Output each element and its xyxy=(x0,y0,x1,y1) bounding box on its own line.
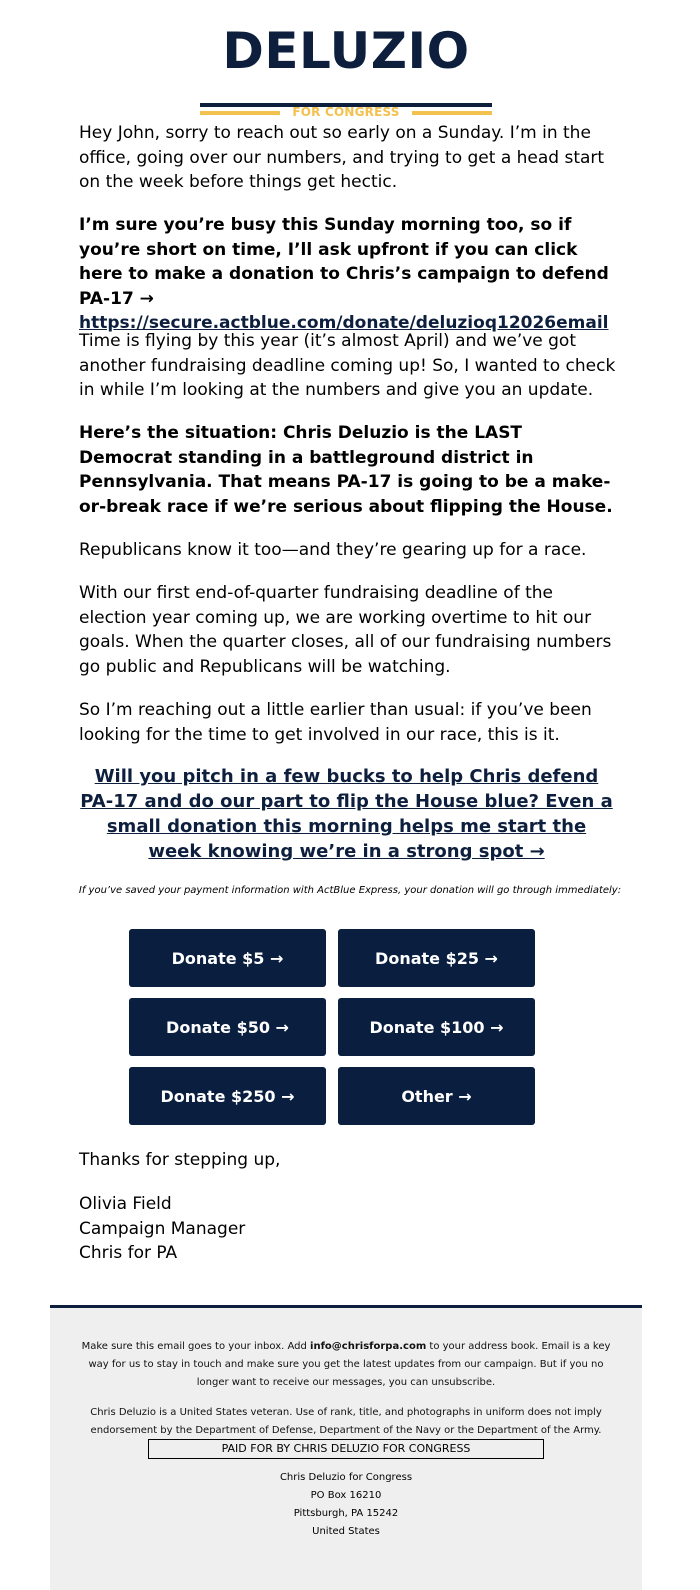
address-line: PO Box 16210 xyxy=(310,1490,382,1501)
donate-250-button[interactable]: Donate $250 → xyxy=(129,1067,326,1125)
inbox-notice-prefix: Make sure this email goes to your inbox. Add xyxy=(81,1341,311,1352)
signature-name: Olivia Field xyxy=(79,1194,172,1214)
actblue-express-note: If you’ve saved your payment information with ActBlue Express, your donation will go through immediately: xyxy=(78,885,622,896)
republicans-paragraph xyxy=(79,538,619,563)
intro-text: Hey John, sorry to reach out so early on a Sunday. I’m in the office, going over our numbers, and trying to get a head start on the week before things get hectic. xyxy=(79,123,605,192)
donation-link[interactable]: https://secure.actblue.com/donate/deluzioq12026email xyxy=(79,313,609,333)
situation-paragraph xyxy=(79,421,619,519)
logo-subtitle: FOR CONGRESS xyxy=(292,105,400,119)
intro-paragraph xyxy=(79,121,619,195)
campaign-logo xyxy=(198,22,494,119)
cta-link[interactable]: Will you pitch in a few bucks to help Chris defend PA-17 and do our part to flip the House blue? Even a small donation this morning helps me start the week knowing we’re in a strong spot → xyxy=(80,766,613,862)
address-line: Pittsburgh, PA 15242 xyxy=(293,1508,399,1519)
inbox-notice-suffix: to your address book. Email is a key way for us to stay in touch and make sure you get the latest updates from our campaign. But if you no longer want to receive our messages, you can unsubscribe. xyxy=(88,1341,611,1388)
address-line: Chris Deluzio for Congress xyxy=(279,1472,413,1483)
deadline-paragraph xyxy=(79,581,619,679)
ask-paragraph xyxy=(79,213,619,336)
ask-text: I’m sure you’re busy this Sunday morning too, so if you’re short on time, I’ll ask upfront if you can click here to make a donation to Chris’s campaign to defend PA-17 → xyxy=(79,215,609,309)
reach-out-text: So I’m reaching out a little earlier than usual: if you’ve been looking for the time to get involved in our race, this is it. xyxy=(79,700,592,745)
veteran-disclaimer: Chris Deluzio is a United States veteran. Use of rank, title, and photographs in uniform does not imply endorsement by the Department of Defense, Department of the Navy or the Department of the Army. xyxy=(90,1407,602,1436)
logo-gold-rule-right xyxy=(412,111,492,115)
signature-title: Campaign Manager xyxy=(79,1218,246,1239)
paid-for-disclaimer: PAID FOR BY CHRIS DELUZIO FOR CONGRESS xyxy=(148,1439,544,1459)
donate-100-button[interactable]: Donate $100 → xyxy=(338,998,535,1056)
donate-50-button[interactable]: Donate $50 → xyxy=(129,998,326,1056)
mailing-address xyxy=(50,1469,642,1541)
republicans-text: Republicans know it too—and they’re gearing up for a race. xyxy=(79,540,587,560)
closing-thanks: Thanks for stepping up, xyxy=(79,1150,281,1170)
reach-out-paragraph xyxy=(79,698,619,747)
donate-25-button[interactable]: Donate $25 → xyxy=(338,929,535,987)
address-line: United States xyxy=(312,1526,380,1537)
email-footer xyxy=(50,1305,642,1590)
signature-block xyxy=(79,1192,245,1266)
logo-wordmark: DELUZIO xyxy=(222,22,470,80)
signature-org: Chris for PA xyxy=(79,1243,178,1263)
inbox-notice xyxy=(74,1338,618,1392)
donate-5-button[interactable]: Donate $5 → xyxy=(129,929,326,987)
update-text: Time is flying by this year (it’s almost April) and we’ve got another fundraising deadline coming up! So, I wanted to check in while I’m looking at the numbers and give you an update. xyxy=(79,331,616,400)
donate-other-button[interactable]: Other → xyxy=(338,1067,535,1125)
logo-gold-rule-left xyxy=(200,111,280,115)
update-paragraph xyxy=(79,329,619,403)
deadline-text: With our first end-of-quarter fundraising deadline of the election year coming up, we are working overtime to hit our goals. When the quarter closes, all of our fundraising numbers go public and Republicans will be watching. xyxy=(79,583,612,677)
contact-email[interactable]: info@chrisforpa.com xyxy=(310,1341,427,1352)
situation-text: Here’s the situation: Chris Deluzio is the LAST Democrat standing in a battleground district in Pennsylvania. That means PA-17 is going to be a make-or-break race if we’re serious about flipping the House. xyxy=(79,423,613,517)
